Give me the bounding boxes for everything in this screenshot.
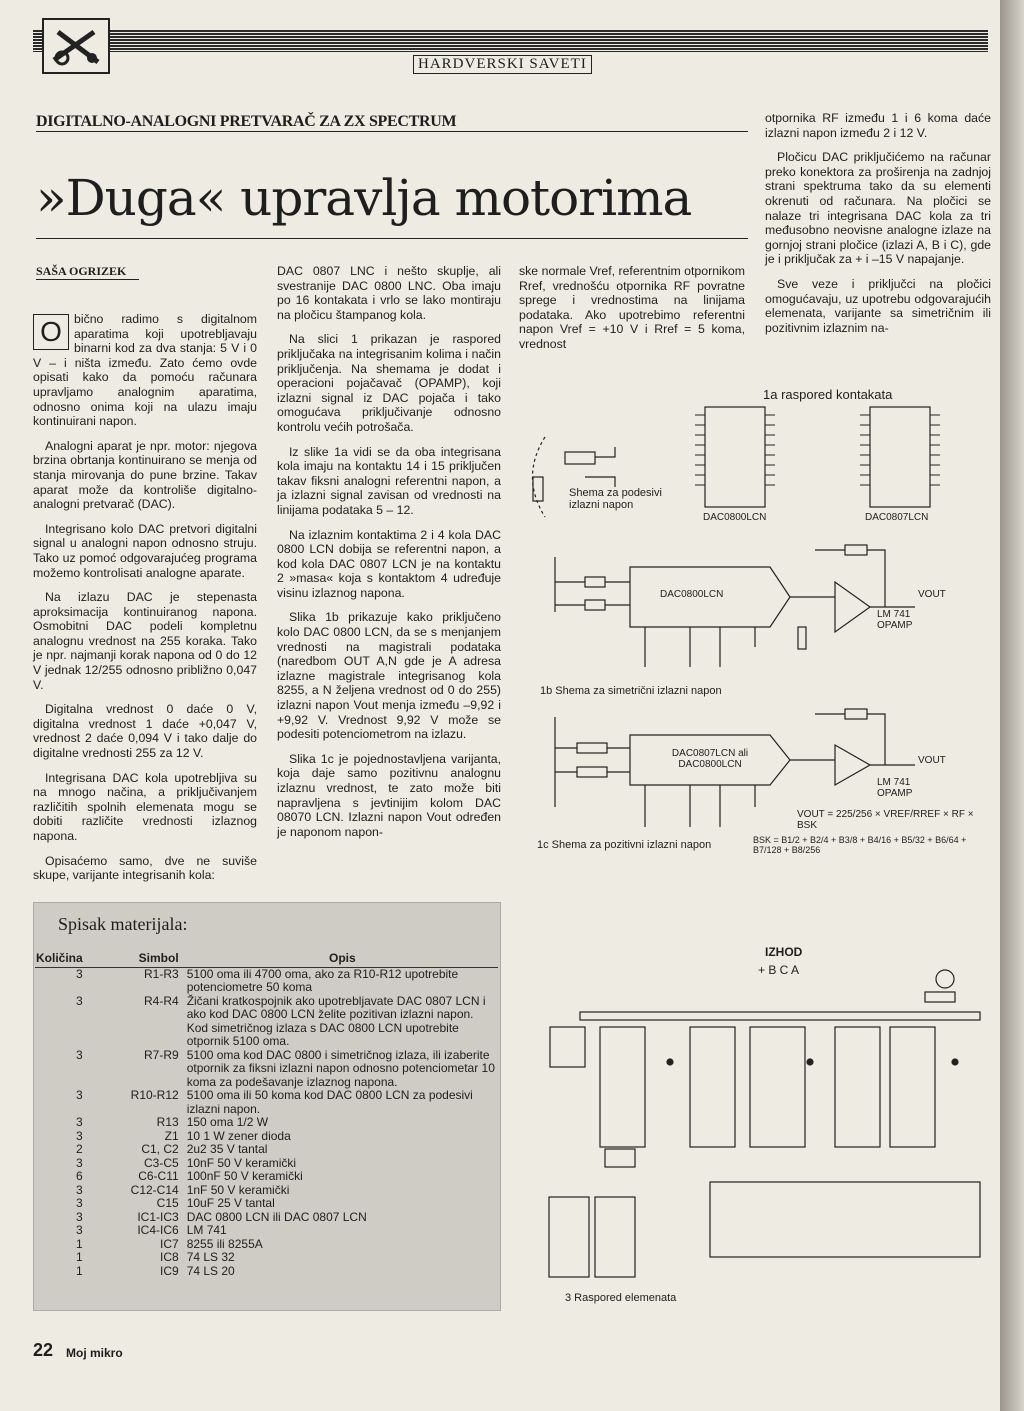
table-row: 3 IC1-IC3 DAC 0800 LCN ili DAC 0807 LCN bbox=[76, 1209, 367, 1224]
opamp-label: LM 741 OPAMP bbox=[877, 777, 913, 799]
materials-table bbox=[35, 951, 498, 1278]
paragraph: Na izlazu DAC je stepenasta aproksimacija kontinuiranog napona. Osmobitni DAC podeli kompletnu analognu vrednost na 255 koraka. Tako je npr. najmanji korak napona od 0 do 12 V jednak 12/255 odnosno približno 0,047 V. bbox=[33, 590, 257, 692]
chip-label: DAC0800LCN bbox=[703, 512, 767, 523]
page-edge bbox=[1000, 0, 1024, 1411]
table-row: 3 C3-C5 10nF 50 V keramički bbox=[76, 1155, 297, 1170]
section-tag: HARDVERSKI SAVETI bbox=[413, 55, 592, 74]
headline: »Duga« upravlja motorima bbox=[36, 169, 692, 227]
output-pins: + B C A bbox=[758, 963, 800, 977]
table-row: 3 R7-R9 5100 oma kod DAC 0800 i simetričnog izlaza, ili izaberite otpornik za fiksni izlazni napon odnosno potenciometar 10 koma za podešavanje izlaznog napona. bbox=[76, 1047, 495, 1089]
vout-label: VOUT bbox=[918, 589, 946, 600]
table-row: 3 C15 10uF 25 V tantal bbox=[76, 1196, 275, 1210]
paragraph: Na izlaznim kontaktima 2 i 4 kola DAC 0800 LCN dobija se referentni napon, a kod kola DAC 0807 LCN je na kontaktu 2 »masa« koja s kontaktom 4 udređuje visinu izlaznog napona. bbox=[277, 527, 501, 600]
figure-1a-caption: 1a raspored kontakata bbox=[763, 387, 893, 402]
page-number: 22 bbox=[33, 1340, 54, 1360]
table-row: 3 R13 150 oma 1/2 W bbox=[76, 1115, 269, 1129]
divider bbox=[36, 131, 748, 132]
table-header-row bbox=[35, 951, 498, 967]
header-bar bbox=[33, 30, 988, 52]
table-row: 6 C6-C11 100nF 50 V keramički bbox=[76, 1169, 303, 1183]
paragraph: Integrisana DAC kola upotrebljiva su na mnogo načina, a priključivanjem različitih spolnih elemenata mogu se dobiti različite vrednosti izlaznog napona. bbox=[33, 770, 257, 843]
paragraph: ske normale Vref, referentnim otpornikom Rref, vrednošću otpornika RF povratne sprege i vrednostima na linijama podataka. Ako upotrebimo referentni napon Vref = +10 V i Rref = 5 koma, vrednost bbox=[519, 264, 745, 351]
chip-label: DAC0800LCN bbox=[660, 589, 724, 600]
opamp-label: LM 741 OPAMP bbox=[877, 609, 913, 631]
byline: SAŠA OGRIZEK bbox=[36, 264, 139, 280]
table-row: 1 IC8 74 LS 32 bbox=[76, 1250, 235, 1264]
formula-bsk: BSK = B1/2 + B2/4 + B3/8 + B4/16 + B5/32 + B6/64 + B7/128 + B8/256 bbox=[753, 835, 967, 855]
formula-vout: VOUT = 225/256 × VREF/RREF × RF × BSK bbox=[797, 809, 974, 831]
column-3 bbox=[519, 264, 745, 362]
table-row: 3 Z1 10 1 W zener dioda bbox=[76, 1128, 291, 1143]
table-row: 3 R10-R12 5100 oma ili 50 koma kod DAC 0800 LCN za podesivi izlazni napon. bbox=[76, 1088, 473, 1116]
column-header: Količina bbox=[36, 951, 83, 965]
paragraph: Iz slike 1a vidi se da oba integrisana kola imaju na kontaktu 14 i 15 priključen takav fiksni analogni referentni napon, a ja izlazni signal zavisan od vrednosti na linijama podataka 5 – 12. bbox=[277, 444, 501, 517]
column-header: Opis bbox=[329, 951, 356, 965]
divider bbox=[36, 238, 748, 239]
paragraph: Na slici 1 prikazan je raspored priključaka na integrisanim kolima i način priključenja. Na shemama je dodat i operacioni pojačavač (OPAMP), koji izlazni signal iz DAC pojača i tako omogućava priključivanje odnosno kontrolu većih potrošača. bbox=[277, 332, 501, 434]
vout-label: VOUT bbox=[918, 755, 946, 766]
paragraph: Integrisano kolo DAC pretvori digitalni signal u analogni napon odnosno struju. Tako uz pomoć odgovarajućeg programa možemo kontrolisati analogne aparate. bbox=[33, 521, 257, 580]
table-row: 3 R1-R3 5100 oma ili 4700 oma, ako za R10-R12 upotrebite potenciometre 50 koma bbox=[76, 966, 459, 994]
kicker: DIGITALNO-ANALOGNI PRETVARAČ ZA ZX SPECTRUM bbox=[36, 113, 457, 130]
figure-1a-note: Shema za podesivi izlazni napon bbox=[569, 487, 662, 511]
figure-3-caption: 3 Raspored elemenata bbox=[565, 1292, 677, 1304]
paragraph: Analogni aparat je npr. motor: njegova brzina obrtanja kontinuirano se menja od stanja mirovanja do pune brzine. Takav aparat može da kontroliše digitalno-analogni pretvarač (DAC). bbox=[33, 438, 257, 512]
paragraph: O bično radimo s digitalnom aparatima koji upotrebljavaju binarni kod za dva stanja: 5 V i 0 V – i ništa između. Zato ćemo ovde opisati kako da pomoću računara upravljamo analognim aparatima, odnosno onima koji na ulazu imaju kontinuirani napon. bbox=[33, 312, 257, 429]
column-1 bbox=[33, 312, 257, 893]
drop-cap: O bbox=[33, 314, 69, 350]
column-header: Simbol bbox=[138, 951, 179, 965]
paragraph: Digitalna vrednost 0 daće 0 V, digitalna vrednost 1 daće +0,047 V, vrednost 2 daće 0,094 V i tako dalje do digitalne vrednosti 255 za 12 V. bbox=[33, 702, 257, 761]
figure-1b-caption: 1b Shema za simetrični izlazni napon bbox=[540, 685, 722, 697]
paragraph: Slika 1c je pojednostavljena varijanta, koja daje samo pozitivnu analognu izlaznu vrednost, te zato može biti napravljena s jevtinijim kolom DAC 08070 LCN. Izlazni napon Vout određen je naponom napon- bbox=[277, 751, 501, 839]
column-4 bbox=[765, 111, 991, 345]
table-row: 3 R4-R4 Žičani kratkospojnik ako upotrebljavate DAC 0807 LCN i ako kod DAC 0800 LCN želite pozitivan izlazni napon. Kod simetričnog izlaza s DAC 0800 LCN upotrebite otpornik 5100 oma. bbox=[76, 993, 486, 1048]
chip-label: DAC0807LCN bbox=[865, 512, 929, 523]
table-row: 1 IC9 74 LS 20 bbox=[76, 1263, 235, 1278]
paragraph: Slika 1b prikazuje kako priključeno kolo DAC 0800 LCN, da se s menjanjem vrednosti na magistrali podataka (naredbom OUT A,N gde je A adresa izlazne magistrale integrisanog kola 8255, a N željena vrednost od 0 do 255) izlazni napon Vout menja između –9,92 i +9,92 V. Vrednost 9,92 V može se podesiti potenciometrom na izlazu. bbox=[277, 610, 501, 742]
paragraph: DAC 0807 LNC i nešto skuplje, ali svestranije DAC 0800 LNC. Oba imaju po 16 kontakata i vrlo se lako montiraju na pločicu štampanog kola. bbox=[277, 264, 501, 322]
table-row: 3 IC4-IC6 LM 741 bbox=[76, 1223, 227, 1237]
paragraph: otpornika RF između 1 i 6 koma daće izlazni napon između 2 i 12 V. bbox=[765, 111, 991, 140]
column-2 bbox=[277, 264, 501, 849]
table-row: 3 C12-C14 1nF 50 V keramički bbox=[76, 1182, 290, 1197]
magazine-name: Moj mikro bbox=[66, 1346, 123, 1360]
figures-area bbox=[515, 367, 994, 1317]
paragraph: Pločicu DAC priključićemo na računar preko konektora za proširenja na zadnjoj strani spektruma tako da su elementi okrenuti od računara. Na pločici se nalaze tri integrisana DAC kola za tri međusobno neovisne analogne izlaze na gornjoj strani pločice (izlazi A, B i C), gde je i priključak za + i –15 V napajanje. bbox=[765, 150, 991, 267]
tools-logo-icon bbox=[42, 18, 110, 74]
output-label: IZHOD bbox=[765, 945, 803, 959]
paragraph: Sve veze i priključci na pločici omogućavaju, uz upotrebu odgovarajućih elemenata, varijante sa simetričnim ili pozitivnim izlaznim na- bbox=[765, 276, 991, 335]
table-row: 2 C1, C2 2u2 35 V tantal bbox=[76, 1142, 268, 1156]
materials-title: Spisak materijala: bbox=[58, 914, 188, 934]
chip-label: DAC0807LCN ali DAC0800LCN bbox=[671, 748, 749, 770]
figure-1c-caption: 1c Shema za pozitivni izlazni napon bbox=[537, 839, 712, 851]
table-row: 1 IC7 8255 ili 8255A bbox=[76, 1236, 263, 1251]
paragraph: Opisaćemo samo, dve ne suviše skupe, varijante integrisanih kola: bbox=[33, 853, 257, 883]
